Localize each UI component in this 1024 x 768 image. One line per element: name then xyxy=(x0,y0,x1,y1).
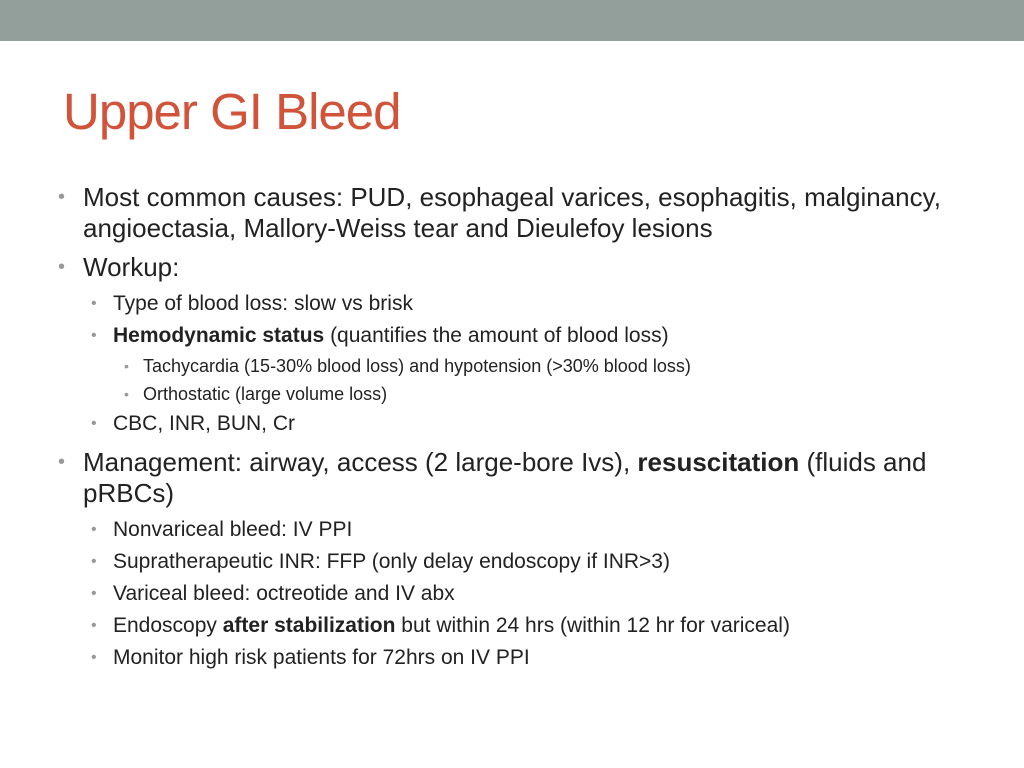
bullet-dot-icon: • xyxy=(91,553,97,570)
bullet-bold-text: Hemodynamic status xyxy=(113,324,325,347)
bullet-dot-icon: • xyxy=(91,649,97,666)
bullet-dot-icon: • xyxy=(91,327,97,344)
bullet-text: Variceal bleed: octreotide and IV abx xyxy=(113,582,455,605)
bullet-bold-text: resuscitation xyxy=(637,447,800,477)
bullet-text: (quantifies the amount of blood loss) xyxy=(324,324,669,347)
bullet-causes xyxy=(58,182,988,244)
bullet-text: CBC, INR, BUN, Cr xyxy=(113,412,296,435)
bullet-text: Monitor high risk patients for 72hrs on IV PPI xyxy=(113,646,530,669)
bullet-text: Type of blood loss: slow vs brisk xyxy=(113,292,413,315)
sub-sub-bullet-orthostatic xyxy=(58,383,988,405)
bullet-text: Most common causes: PUD, esophageal varices, esophagitis, malginancy, angioectasia, Mallory-Weiss tear and Dieulefoy lesions xyxy=(83,182,941,243)
bullet-text: Tachycardia (15-30% blood loss) and hypotension (>30% blood loss) xyxy=(143,356,691,376)
sub-bullet-inr xyxy=(58,549,988,575)
sub-bullet-nonvariceal xyxy=(58,517,988,543)
bullet-text: Management: airway, access (2 large-bore Ivs), xyxy=(83,447,638,477)
bullet-dot-icon: • xyxy=(58,256,66,278)
bullet-dot-icon: • xyxy=(91,521,97,538)
top-band xyxy=(0,0,1024,41)
slide-title: Upper GI Bleed xyxy=(63,83,401,140)
bullet-bold-text: after stabilization xyxy=(222,614,396,637)
bullet-dot-icon: • xyxy=(91,585,97,602)
sub-bullet-labs xyxy=(58,411,988,437)
slide-body xyxy=(58,182,988,677)
bullet-dot-icon: • xyxy=(91,415,97,432)
bullet-text: (fluids and pRBCs) xyxy=(83,447,927,508)
bullet-text: Nonvariceal bleed: IV PPI xyxy=(113,518,353,541)
bullet-dot-icon: • xyxy=(124,386,129,402)
bullet-text: Orthostatic (large volume loss) xyxy=(143,384,388,404)
bullet-dot-icon: • xyxy=(91,617,97,634)
sub-bullet-hemodynamic xyxy=(58,323,988,349)
sub-sub-bullet-tachycardia xyxy=(58,355,988,377)
bullet-text: Endoscopy xyxy=(113,614,223,637)
sub-bullet-variceal xyxy=(58,581,988,607)
bullet-text: Workup: xyxy=(83,252,180,282)
bullet-list xyxy=(58,182,988,671)
bullet-dot-icon: • xyxy=(91,295,97,312)
bullet-workup xyxy=(58,252,988,283)
bullet-dot-icon: • xyxy=(124,358,129,374)
bullet-text: Supratherapeutic INR: FFP (only delay endoscopy if INR>3) xyxy=(113,550,670,573)
bullet-text: but within 24 hrs (within 12 hr for variceal) xyxy=(395,614,790,637)
bullet-management xyxy=(58,447,988,509)
sub-bullet-endoscopy xyxy=(58,613,988,639)
sub-bullet-blood-loss xyxy=(58,291,988,317)
sub-bullet-monitor xyxy=(58,645,988,671)
bullet-dot-icon: • xyxy=(58,451,66,473)
bullet-dot-icon: • xyxy=(58,186,66,208)
